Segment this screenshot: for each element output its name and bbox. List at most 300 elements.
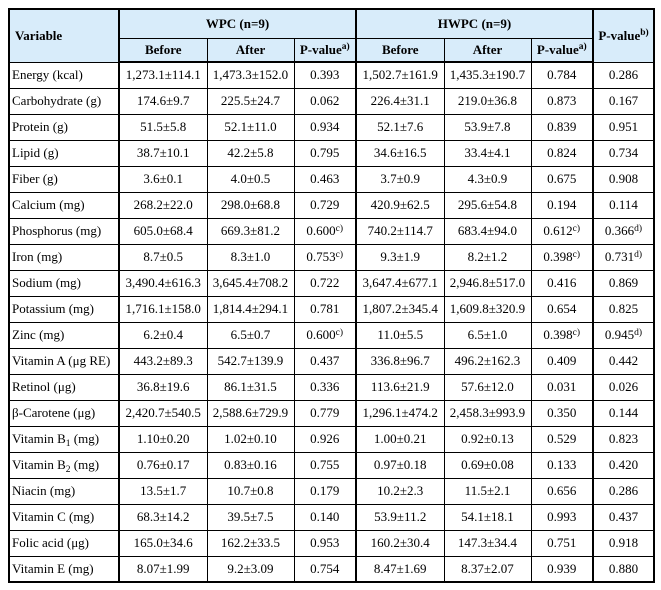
cell-text: β-Carotene (μg) [12,405,96,420]
cell-text: 0.825 [608,301,639,316]
hwpc-before-cell [356,374,444,400]
wpc-pvalue-cell [294,348,356,374]
variable-subscript: 1 [65,439,71,449]
col-header-wpc-pvalue-a [294,38,356,62]
cell-text: 57.6±12.0 [461,379,514,394]
pvalue-superscript: c) [335,223,344,234]
cell-text: 0.76±0.17 [136,457,190,472]
table-row [9,504,654,530]
wpc-pvalue-cell [294,140,356,166]
wpc-after-cell [207,426,294,452]
cell-text: 10.7±0.8 [227,483,274,498]
hwpc-before-cell [356,504,444,530]
wpc-after-cell [207,504,294,530]
hwpc-pvalue-cell [531,244,593,270]
cell-text: 0.754 [310,560,340,576]
variable-cell [9,88,119,114]
wpc-after-cell [207,478,294,504]
col-header-hwpc-after: After [444,38,531,62]
cell-text: 6.5±0.7 [230,327,271,342]
hwpc-before-cell [356,452,444,478]
hwpc-after-cell [444,296,531,322]
cell-text: 0.781 [310,301,340,316]
cell-text: 1.10±0.20 [136,431,190,446]
pvalue-b-cell [593,374,654,400]
cell-text: 51.5±5.8 [140,119,187,134]
pvalue-b-cell [593,556,654,582]
table-row [9,296,654,322]
wpc-pvalue-cell [294,114,356,140]
cell-text: 0.350 [547,405,577,420]
table-row [9,452,654,478]
cell-text: 0.926 [310,431,340,446]
table-body [9,62,654,582]
table-row [9,192,654,218]
cell-text: 0.600 [306,223,336,238]
wpc-after-cell [207,400,294,426]
variable-cell [9,322,119,348]
pvalue-b-cell [593,504,654,530]
pvalue-a-superscript: a) [341,42,350,53]
variable-cell [9,296,119,322]
pvalue-b-cell [593,478,654,504]
cell-text: Protein (g) [12,119,68,134]
col-header-wpc-before: Before [119,38,207,62]
cell-text: 0.755 [310,457,340,472]
wpc-after-cell [207,166,294,192]
pvalue-a-superscript: a) [578,42,587,53]
cell-text: 0.945 [604,327,635,342]
pvalue-superscript: d) [634,223,643,234]
cell-text: Vitamin B [12,431,66,446]
wpc-after-cell [207,62,294,88]
variable-cell [9,270,119,296]
variable-cell [9,114,119,140]
col-group-hwpc: HWPC (n=9) [356,9,593,38]
pvalue-b-cell [593,530,654,556]
cell-text: 0.437 [608,509,639,524]
cell-text: 113.6±21.9 [370,379,430,394]
table-row [9,218,654,244]
variable-cell [9,478,119,504]
cell-text: Vitamin E (mg) [12,560,94,576]
hwpc-before-cell [356,218,444,244]
hwpc-after-cell [444,374,531,400]
wpc-before-cell [119,556,207,582]
wpc-after-cell [207,88,294,114]
wpc-before-cell [119,296,207,322]
hwpc-pvalue-cell [531,426,593,452]
hwpc-after-cell [444,62,531,88]
variable-cell [9,192,119,218]
cell-text: Niacin (mg) [12,483,76,498]
variable-cell [9,504,119,530]
hwpc-after-cell [444,530,531,556]
cell-text: 0.409 [547,353,577,368]
cell-text: 165.0±34.6 [133,535,193,550]
cell-text: 8.2±1.2 [467,249,508,264]
wpc-before-cell [119,322,207,348]
col-header-wpc-after: After [207,38,294,62]
wpc-before-cell [119,192,207,218]
cell-text: 0.939 [547,560,577,576]
wpc-after-cell [207,140,294,166]
cell-text: Calcium (mg) [12,197,85,212]
wpc-pvalue-cell [294,322,356,348]
hwpc-pvalue-cell [531,530,593,556]
table-row [9,88,654,114]
wpc-pvalue-cell [294,504,356,530]
wpc-after-cell [207,452,294,478]
table-row [9,530,654,556]
wpc-before-cell [119,400,207,426]
hwpc-pvalue-cell [531,478,593,504]
cell-text: 496.2±162.3 [454,353,521,368]
cell-text: 225.5±24.7 [220,93,281,108]
cell-text: 1,807.2±345.4 [362,301,438,316]
cell-text: 0.953 [310,535,340,550]
pvalue-b-cell [593,114,654,140]
cell-text: 1,473.3±152.0 [212,67,289,83]
cell-text: 0.366 [604,223,635,238]
pvalue-a-label: P-value [536,41,579,57]
hwpc-after-cell [444,166,531,192]
cell-text: 0.656 [547,483,577,498]
cell-text: 298.0±68.8 [220,197,281,212]
cell-text: Sodium (mg) [12,275,81,290]
wpc-before-cell [119,218,207,244]
cell-text: 13.5±1.7 [140,483,187,498]
cell-text: 0.734 [608,145,639,160]
wpc-before-cell [119,88,207,114]
cell-text: 6.2±0.4 [143,327,184,342]
col-header-pvalue-b [593,9,654,62]
cell-text: Retinol (μg) [12,379,76,394]
variable-cell [9,348,119,374]
pvalue-superscript: c) [572,249,581,260]
hwpc-before-cell [356,556,444,582]
cell-text: 0.951 [608,119,639,134]
cell-text: 0.751 [547,535,577,550]
pvalue-a-label: P-value [299,41,342,57]
pvalue-superscript: d) [634,249,643,260]
pvalue-superscript: c) [572,223,581,234]
cell-text: 10.2±2.3 [377,483,424,498]
hwpc-pvalue-cell [531,140,593,166]
cell-text: Lipid (g) [12,145,59,160]
pvalue-b-cell [593,452,654,478]
cell-text: 0.934 [310,119,340,134]
pvalue-b-cell [593,192,654,218]
hwpc-after-cell [444,504,531,530]
cell-text: 669.3±81.2 [220,223,281,238]
cell-text: 0.873 [547,93,577,108]
wpc-pvalue-cell [294,192,356,218]
cell-text: 53.9±11.2 [374,509,427,524]
table-row [9,374,654,400]
table-row [9,270,654,296]
hwpc-before-cell [356,166,444,192]
variable-cell [9,140,119,166]
table-row [9,348,654,374]
cell-text: 0.062 [310,93,340,108]
cell-text: 1.02±0.10 [224,431,277,446]
cell-text: 0.140 [310,509,340,524]
hwpc-before-cell [356,400,444,426]
cell-text: 54.1±18.1 [461,509,514,524]
wpc-pvalue-cell [294,452,356,478]
pvalue-b-cell [593,270,654,296]
cell-text: 0.823 [608,431,639,446]
cell-text: 0.420 [608,457,639,472]
cell-text: 0.731 [604,249,635,264]
cell-text: 420.9±62.5 [370,197,430,212]
cell-text: Iron (mg) [12,249,63,264]
cell-text: 8.07±1.99 [136,560,190,576]
wpc-pvalue-cell [294,218,356,244]
cell-text: 0.114 [609,197,638,212]
table-row [9,400,654,426]
wpc-pvalue-cell [294,374,356,400]
cell-text: Carbohydrate (g) [12,93,102,108]
hwpc-pvalue-cell [531,62,593,88]
wpc-before-cell [119,62,207,88]
cell-text: 0.993 [547,509,577,524]
hwpc-before-cell [356,88,444,114]
cell-text: 0.612 [543,223,573,238]
variable-subscript: 2 [65,465,71,475]
cell-text: 36.8±19.6 [136,379,190,394]
cell-text: 1,435.3±190.7 [449,67,526,83]
cell-text: 0.908 [608,171,639,186]
cell-text: Energy (kcal) [12,67,83,82]
hwpc-before-cell [356,270,444,296]
pvalue-b-cell [593,244,654,270]
cell-text: 2,458.3±993.9 [449,405,526,420]
wpc-after-cell [207,530,294,556]
pvalue-b-cell [593,348,654,374]
hwpc-after-cell [444,322,531,348]
variable-cell [9,426,119,452]
variable-cell [9,244,119,270]
wpc-pvalue-cell [294,244,356,270]
cell-text: 336.8±96.7 [370,353,430,368]
cell-text: 162.2±33.5 [220,535,281,550]
cell-text: 0.97±0.18 [373,457,427,472]
variable-cell [9,62,119,88]
variable-cell [9,166,119,192]
cell-text: 0.729 [310,197,340,212]
col-group-wpc: WPC (n=9) [119,9,356,38]
cell-text: Vitamin B [12,457,66,472]
pvalue-b-superscript: b) [640,28,649,39]
hwpc-after-cell [444,452,531,478]
wpc-after-cell [207,374,294,400]
cell-text: 0.463 [310,171,340,186]
hwpc-pvalue-cell [531,88,593,114]
cell-text: 174.6±9.7 [136,93,190,108]
hwpc-before-cell [356,114,444,140]
hwpc-after-cell [444,556,531,582]
hwpc-after-cell [444,244,531,270]
wpc-before-cell [119,452,207,478]
table-row [9,140,654,166]
cell-text: 0.437 [310,353,340,368]
cell-text: 0.83±0.16 [224,457,277,472]
cell-text: Vitamin C (mg) [12,509,95,524]
wpc-before-cell [119,530,207,556]
hwpc-after-cell [444,478,531,504]
hwpc-before-cell [356,322,444,348]
wpc-pvalue-cell [294,556,356,582]
hwpc-pvalue-cell [531,270,593,296]
hwpc-pvalue-cell [531,400,593,426]
cell-text: 34.6±16.5 [373,145,427,160]
hwpc-pvalue-cell [531,166,593,192]
cell-text: 1,609.8±320.9 [449,301,526,316]
cell-text: 9.2±3.09 [227,560,274,576]
cell-text: 443.2±89.3 [133,353,193,368]
cell-text: Vitamin A (μg RE) [12,353,111,368]
cell-text: 0.69±0.08 [461,457,514,472]
hwpc-pvalue-cell [531,374,593,400]
wpc-before-cell [119,166,207,192]
hwpc-before-cell [356,192,444,218]
cell-text: 3.7±0.9 [380,171,421,186]
pvalue-superscript: c) [572,327,581,338]
cell-text: 11.0±5.5 [377,327,424,342]
cell-text: 39.5±7.5 [227,509,274,524]
pvalue-b-cell [593,166,654,192]
cell-text: 0.336 [310,379,340,394]
header-row-groups [9,9,654,38]
cell-text: 4.3±0.9 [467,171,508,186]
cell-text: 3,645.4±708.2 [212,275,289,290]
pvalue-superscript: c) [335,327,344,338]
table-row [9,166,654,192]
cell-text: 8.3±1.0 [230,249,271,264]
wpc-after-cell [207,218,294,244]
pvalue-superscript: d) [634,327,643,338]
cell-text: 0.839 [547,119,577,134]
hwpc-pvalue-cell [531,322,593,348]
cell-text: 42.2±5.8 [227,145,274,160]
cell-text: 295.6±54.8 [457,197,518,212]
cell-text: 3.6±0.1 [143,171,184,186]
cell-text: 1,814.4±294.1 [212,301,289,316]
wpc-pvalue-cell [294,270,356,296]
pvalue-b-cell [593,140,654,166]
cell-text: 0.675 [547,171,577,186]
table-row [9,426,654,452]
cell-text: 0.031 [547,379,577,394]
cell-text: 147.3±34.4 [457,535,518,550]
cell-text: 0.795 [310,145,340,160]
cell-text: 0.179 [310,483,340,498]
hwpc-before-cell [356,62,444,88]
cell-text: 52.1±7.6 [377,119,424,134]
wpc-after-cell [207,348,294,374]
wpc-before-cell [119,348,207,374]
cell-text: (mg) [70,431,100,446]
cell-text: 0.167 [608,93,639,108]
cell-text: Phosphorus (mg) [12,223,102,238]
hwpc-pvalue-cell [531,348,593,374]
cell-text: 2,588.6±729.9 [212,405,289,420]
cell-text: 6.5±1.0 [467,327,508,342]
variable-cell [9,452,119,478]
cell-text: 0.918 [608,535,639,550]
cell-text: 160.2±30.4 [370,535,430,550]
cell-text: 0.784 [547,67,577,83]
wpc-before-cell [119,114,207,140]
cell-text: 0.286 [608,67,639,82]
cell-text: Zinc (mg) [12,327,65,342]
cell-text: 268.2±22.0 [133,197,193,212]
variable-cell [9,218,119,244]
table-row [9,556,654,582]
wpc-after-cell [207,114,294,140]
cell-text: 86.1±31.5 [224,379,277,394]
col-header-variable: Variable [9,9,119,62]
hwpc-pvalue-cell [531,296,593,322]
col-header-hwpc-pvalue-a [531,38,593,62]
wpc-after-cell [207,296,294,322]
cell-text: 0.398 [543,327,573,342]
variable-cell [9,530,119,556]
cell-text: 2,946.8±517.0 [449,275,526,290]
variable-cell [9,374,119,400]
cell-text: 0.133 [547,457,577,472]
cell-text: 8.7±0.5 [143,249,184,264]
wpc-before-cell [119,374,207,400]
cell-text: 0.869 [608,275,639,290]
cell-text: 542.7±139.9 [217,353,284,368]
hwpc-pvalue-cell [531,504,593,530]
hwpc-pvalue-cell [531,192,593,218]
pvalue-b-cell [593,322,654,348]
wpc-after-cell [207,244,294,270]
cell-text: 0.722 [310,275,340,290]
wpc-pvalue-cell [294,478,356,504]
pvalue-b-cell [593,400,654,426]
cell-text: 38.7±10.1 [136,145,190,160]
pvalue-b-cell [593,426,654,452]
table-row [9,478,654,504]
cell-text: Fiber (g) [12,171,58,186]
wpc-pvalue-cell [294,426,356,452]
cell-text: 2,420.7±540.5 [125,405,201,420]
hwpc-after-cell [444,140,531,166]
cell-text: 33.4±4.1 [464,145,511,160]
wpc-before-cell [119,478,207,504]
cell-text: 1,296.1±474.2 [362,405,438,420]
cell-text: 0.286 [608,483,639,498]
cell-text: 605.0±68.4 [133,223,193,238]
wpc-before-cell [119,140,207,166]
nutrient-intake-table [8,8,655,583]
hwpc-after-cell [444,88,531,114]
hwpc-after-cell [444,114,531,140]
wpc-pvalue-cell [294,400,356,426]
table-row [9,114,654,140]
pvalue-superscript: c) [335,249,344,260]
variable-cell [9,556,119,582]
wpc-after-cell [207,556,294,582]
hwpc-after-cell [444,400,531,426]
hwpc-after-cell [444,426,531,452]
cell-text: 0.600 [306,327,336,342]
